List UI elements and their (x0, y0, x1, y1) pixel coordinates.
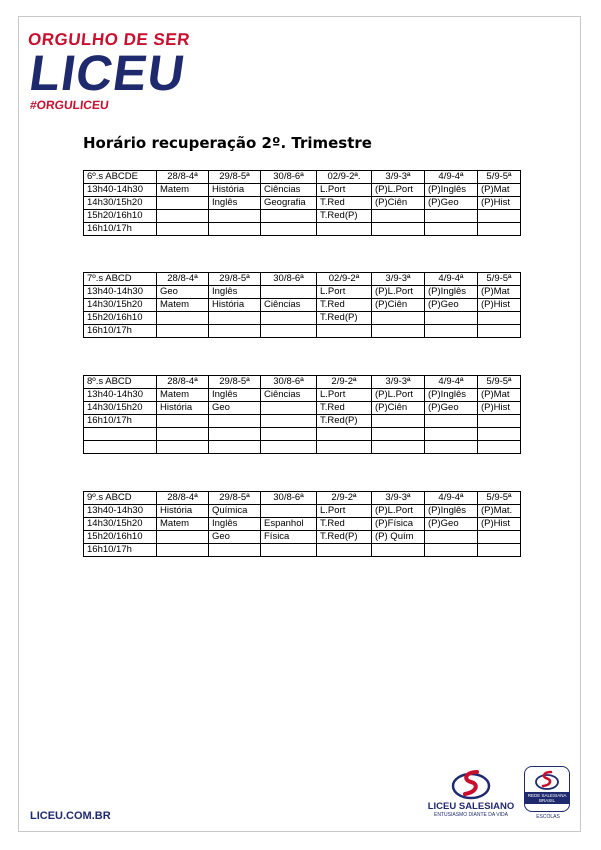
subject-cell: Ciências (261, 299, 317, 312)
header-cell: 3/9-3ª (372, 171, 425, 184)
subject-cell: (P)Geo (425, 299, 478, 312)
liceu-salesiano-logo (425, 768, 517, 824)
header-cell: 29/8-5ª (209, 171, 261, 184)
subject-cell: Matem (157, 184, 209, 197)
subject-cell (157, 428, 209, 441)
subject-cell: (P)Inglês (425, 184, 478, 197)
subject-cell: (P)Geo (425, 197, 478, 210)
subject-cell: Inglês (209, 197, 261, 210)
subject-cell (425, 210, 478, 223)
table-row (84, 415, 521, 428)
header-cell: 4/9-4ª (425, 273, 478, 286)
subject-cell (157, 325, 209, 338)
time-cell: 13h40-14h30 (84, 286, 157, 299)
subject-cell: Química (209, 505, 261, 518)
subject-cell (372, 312, 425, 325)
subject-cell: (P)Inglês (425, 505, 478, 518)
subject-cell: História (209, 184, 261, 197)
table-row (84, 197, 521, 210)
subject-cell: L.Port (317, 286, 372, 299)
subject-cell (209, 415, 261, 428)
subject-cell: História (209, 299, 261, 312)
subject-cell (261, 505, 317, 518)
schedule-table (83, 272, 521, 338)
subject-cell: Geo (209, 402, 261, 415)
subject-cell: (P)L.Port (372, 389, 425, 402)
rede-sub: BRASIL (538, 798, 555, 803)
subject-cell (261, 544, 317, 557)
time-cell: 14h30/15h20 (84, 518, 157, 531)
subject-cell (317, 441, 372, 454)
header-cell: 5/9-5ª (478, 171, 521, 184)
subject-cell: T.Red (317, 197, 372, 210)
header-cell: 29/8-5ª (209, 492, 261, 505)
subject-cell (372, 428, 425, 441)
subject-cell (478, 415, 521, 428)
subject-cell: Matem (157, 299, 209, 312)
subject-cell (261, 325, 317, 338)
rede-name: REDE SALESIANA (527, 793, 567, 798)
subject-cell: Matem (157, 389, 209, 402)
subject-cell: (P)Mat (478, 389, 521, 402)
rede-schools: ESCOLAS (536, 814, 560, 820)
subject-cell: (P)L.Port (372, 184, 425, 197)
subject-cell (372, 223, 425, 236)
subject-cell (425, 223, 478, 236)
subject-cell (261, 312, 317, 325)
header-cell: 28/8-4ª (157, 273, 209, 286)
subject-cell: (P)Geo (425, 518, 478, 531)
subject-cell (478, 210, 521, 223)
subject-cell: T.Red (317, 299, 372, 312)
subject-cell (478, 531, 521, 544)
subject-cell (317, 544, 372, 557)
header-cell: 28/8-4ª (157, 492, 209, 505)
subject-cell (425, 325, 478, 338)
time-cell: 14h30/15h20 (84, 402, 157, 415)
subject-cell: Matem (157, 518, 209, 531)
subject-cell (478, 428, 521, 441)
header-cell: 2/9-2ª (317, 376, 372, 389)
subject-cell: Física (261, 531, 317, 544)
subject-cell: (P)Hist (478, 518, 521, 531)
logo-hashtag: #ORGULICEU (29, 98, 110, 112)
table-header-row (84, 171, 521, 184)
time-cell: 16h10/17h (84, 223, 157, 236)
table-header-row (84, 273, 521, 286)
header-cell: 28/8-4ª (157, 171, 209, 184)
header-cell: 4/9-4ª (425, 171, 478, 184)
table-row (84, 505, 521, 518)
table-row (84, 312, 521, 325)
table-row (84, 544, 521, 557)
time-cell: 16h10/17h (84, 415, 157, 428)
subject-cell (261, 223, 317, 236)
subject-cell (478, 312, 521, 325)
subject-cell (317, 325, 372, 338)
time-cell: 14h30/15h20 (84, 299, 157, 312)
subject-cell: (P)L.Port (372, 505, 425, 518)
subject-cell (478, 223, 521, 236)
subject-cell: Espanhol (261, 518, 317, 531)
subject-cell (425, 312, 478, 325)
subject-cell (425, 544, 478, 557)
subject-cell (157, 531, 209, 544)
subject-cell: T.Red (317, 518, 372, 531)
subject-cell (209, 312, 261, 325)
subject-cell (478, 441, 521, 454)
subject-cell (425, 531, 478, 544)
subject-cell: (P)Geo (425, 402, 478, 415)
subject-cell (209, 441, 261, 454)
table-row (84, 518, 521, 531)
subject-cell (209, 428, 261, 441)
subject-cell: História (157, 402, 209, 415)
subject-cell: História (157, 505, 209, 518)
time-cell: 15h20/16h10 (84, 210, 157, 223)
subject-cell (157, 223, 209, 236)
time-cell: 16h10/17h (84, 325, 157, 338)
rede-emblem-icon (534, 770, 560, 790)
header-cell: 5/9-5ª (478, 492, 521, 505)
subject-cell (478, 325, 521, 338)
header-cell: 30/8-6ª (261, 492, 317, 505)
schedule-table (83, 170, 521, 236)
brand-tagline: ENTUSIASMO DIANTE DA VIDA (434, 812, 508, 818)
table-row (84, 428, 521, 441)
subject-cell (157, 544, 209, 557)
subject-cell (261, 210, 317, 223)
subject-cell (209, 223, 261, 236)
header-cell: 29/8-5ª (209, 273, 261, 286)
subject-cell: (P)Inglês (425, 389, 478, 402)
subject-cell: L.Port (317, 389, 372, 402)
subject-cell (209, 544, 261, 557)
subject-cell (261, 441, 317, 454)
header-cell: 3/9-3ª (372, 492, 425, 505)
subject-cell: Geo (209, 531, 261, 544)
subject-cell: (P)Ciên (372, 197, 425, 210)
subject-cell: (P)Inglês (425, 286, 478, 299)
header-cell: 2/9-2ª (317, 492, 372, 505)
subject-cell (261, 402, 317, 415)
subject-cell (261, 286, 317, 299)
subject-cell: T.Red(P) (317, 210, 372, 223)
subject-cell (478, 544, 521, 557)
subject-cell (372, 210, 425, 223)
time-cell: 13h40-14h30 (84, 389, 157, 402)
header-cell: 8º.s ABCD (84, 376, 157, 389)
header-cell: 5/9-5ª (478, 376, 521, 389)
logo-wordmark: LICEU (26, 45, 189, 101)
subject-cell (209, 210, 261, 223)
table-row (84, 299, 521, 312)
time-cell: 13h40-14h30 (84, 184, 157, 197)
rede-band (525, 792, 569, 804)
header-cell: 3/9-3ª (372, 376, 425, 389)
subject-cell: L.Port (317, 505, 372, 518)
table-row (84, 223, 521, 236)
header-cell: 02/9-2ª (317, 273, 372, 286)
subject-cell: Ciências (261, 389, 317, 402)
subject-cell (372, 544, 425, 557)
table-row (84, 389, 521, 402)
time-cell: 13h40-14h30 (84, 505, 157, 518)
subject-cell: Inglês (209, 286, 261, 299)
subject-cell: (P)Ciên (372, 402, 425, 415)
schedule-table (83, 491, 521, 557)
subject-cell: (P)Hist (478, 402, 521, 415)
subject-cell: (P)Mat (478, 286, 521, 299)
time-cell: 15h20/16h10 (84, 312, 157, 325)
subject-cell (209, 325, 261, 338)
subject-cell (261, 415, 317, 428)
header-cell: 3/9-3ª (372, 273, 425, 286)
table-header-row (84, 492, 521, 505)
subject-cell: Inglês (209, 518, 261, 531)
subject-cell: Inglês (209, 389, 261, 402)
table-row (84, 531, 521, 544)
table-row (84, 286, 521, 299)
subject-cell (157, 210, 209, 223)
schedule-table (83, 375, 521, 454)
table-row (84, 184, 521, 197)
subject-cell (157, 415, 209, 428)
subject-cell: Ciências (261, 184, 317, 197)
footer-url[interactable]: LICEU.COM.BR (30, 810, 111, 822)
header-cell: 5/9-5ª (478, 273, 521, 286)
subject-cell: T.Red (317, 402, 372, 415)
header-cell: 6º.s ABCDE (84, 171, 157, 184)
header-cell: 4/9-4ª (425, 376, 478, 389)
header-cell: 02/9-2ª. (317, 171, 372, 184)
subject-cell (317, 223, 372, 236)
subject-cell (372, 325, 425, 338)
subject-cell: (P)L.Port (372, 286, 425, 299)
time-cell (84, 428, 157, 441)
subject-cell: (P)Mat (478, 184, 521, 197)
subject-cell: (P) Quím (372, 531, 425, 544)
header-cell: 30/8-6ª (261, 171, 317, 184)
subject-cell (261, 428, 317, 441)
header-cell: 30/8-6ª (261, 273, 317, 286)
time-cell: 16h10/17h (84, 544, 157, 557)
subject-cell (425, 415, 478, 428)
subject-cell: (P)Hist (478, 197, 521, 210)
subject-cell (317, 428, 372, 441)
table-row (84, 441, 521, 454)
header-cell: 29/8-5ª (209, 376, 261, 389)
subject-cell: T.Red(P) (317, 531, 372, 544)
time-cell: 15h20/16h10 (84, 531, 157, 544)
subject-cell: Geografia (261, 197, 317, 210)
subject-cell: L.Port (317, 184, 372, 197)
table-header-row (84, 376, 521, 389)
subject-cell: Geo (157, 286, 209, 299)
subject-cell (157, 441, 209, 454)
header-cell: 28/8-4ª (157, 376, 209, 389)
table-row (84, 210, 521, 223)
subject-cell (425, 441, 478, 454)
header-cell: 30/8-6ª (261, 376, 317, 389)
subject-cell (157, 312, 209, 325)
orgulho-logo (28, 30, 198, 120)
header-cell: 4/9-4ª (425, 492, 478, 505)
brand-name: LICEU SALESIANO (427, 801, 515, 812)
subject-cell: (P)Hist (478, 299, 521, 312)
logo-tagline: ORGULHO DE SER (27, 30, 191, 49)
subject-cell: (P)Física (372, 518, 425, 531)
header-cell: 7º.s ABCD (84, 273, 157, 286)
subject-cell (425, 428, 478, 441)
header-cell: 9º.s ABCD (84, 492, 157, 505)
subject-cell (157, 197, 209, 210)
subject-cell (372, 415, 425, 428)
table-row (84, 402, 521, 415)
subject-cell: T.Red(P) (317, 415, 372, 428)
subject-cell: (P)Ciên (372, 299, 425, 312)
time-cell: 14h30/15h20 (84, 197, 157, 210)
rede-salesiana-logo (524, 766, 572, 826)
salesiano-emblem-icon (451, 768, 491, 800)
rede-badge (524, 766, 570, 812)
table-row (84, 325, 521, 338)
time-cell (84, 441, 157, 454)
subject-cell: T.Red(P) (317, 312, 372, 325)
subject-cell (372, 441, 425, 454)
page-title: Horário recuperação 2º. Trimestre (83, 134, 372, 152)
subject-cell: (P)Mat. (478, 505, 521, 518)
